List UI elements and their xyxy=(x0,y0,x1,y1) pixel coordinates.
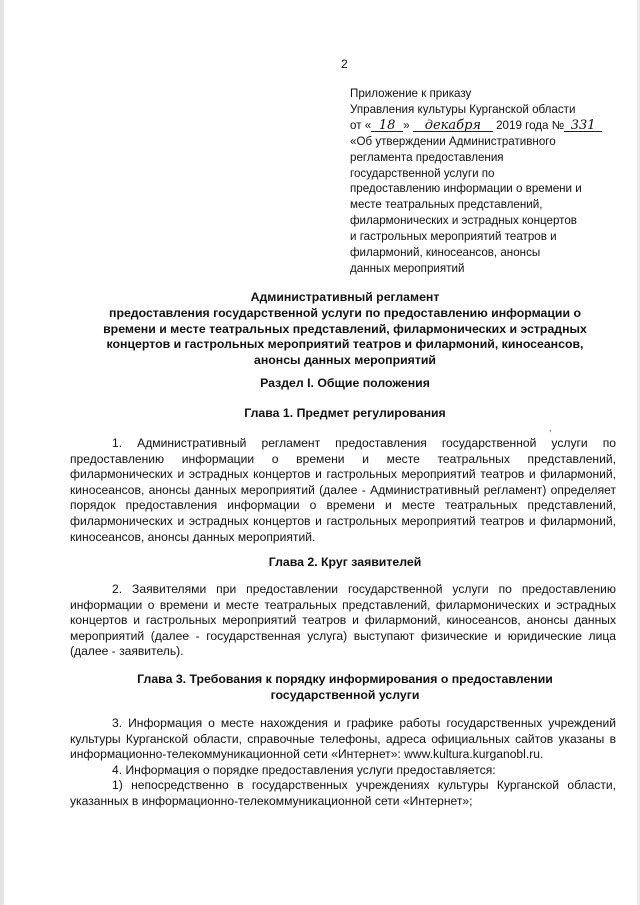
title-line-1: Административный регламент xyxy=(250,290,440,304)
chapter-3-heading-line-1: Глава 3. Требования к порядку информирования о предоставлении xyxy=(137,672,553,686)
appendix-subject-line: данных мероприятий xyxy=(350,261,465,275)
paragraph-1: 1. Административный регламент предоставления государственной услуги по предоставлению информации о времени и месте театральных представлений, филармонических и эстрадных концертов и гастрольных мероприятий театров и филармоний, киносеансов, анонсы данных мероприятий (далее - Административный регламент) определяет порядок предоставления информации о времени и месте театральных представлений, филармонических и эстрадных концертов и гастрольных мероприятий театров и филармоний, киносеансов, анонсы данных мероприятий. xyxy=(70,436,616,544)
handwritten-day: 18 xyxy=(371,120,403,132)
appendix-subject-line: месте театральных представлений, xyxy=(350,198,543,212)
appendix-subject-line: государственной услуги по xyxy=(350,166,495,180)
paragraph-3: 3. Информация о месте нахождения и графике работы государственных учреждений культуры Курганской области, справочные телефоны, адреса официальных сайтов указаны в информационно-телекоммуникационной сети «Интернет»: www.kultura.kurganobl.ru. xyxy=(70,716,616,762)
chapter-2-heading: Глава 2. Круг заявителей xyxy=(268,555,422,569)
scan-edge-left xyxy=(0,0,4,905)
appendix-block xyxy=(350,86,622,277)
appendix-subject-line: предоставлению информации о времени и xyxy=(350,182,582,196)
appendix-subject-line: регламента предоставления xyxy=(350,150,504,164)
date-year: 2019 года № xyxy=(496,118,565,132)
paragraph-4: 4. Информация о порядке предоставления услуги предоставляется: xyxy=(112,762,496,777)
appendix-subject-line: «Об утверждении Административного xyxy=(350,134,556,148)
handwritten-month: декабря xyxy=(413,120,493,132)
scan-speck: , xyxy=(549,423,552,433)
appendix-line-1: Приложение к приказу xyxy=(350,87,472,100)
date-mid: » xyxy=(403,118,410,132)
chapter-2-body xyxy=(70,582,616,660)
paragraph-2: 2. Заявителями при предоставлении государственной услуги по предоставлению информации о времени и месте театральных представлений, филармонических и эстрадных концертов и гастрольных мероприятий театров и филармоний, киносеансов, анонсы данных мероприятий (далее - государственная услуга) выступают физические и юридические лица (далее - заявитель). xyxy=(70,582,616,659)
appendix-date-line xyxy=(350,118,622,134)
document-title xyxy=(85,290,605,369)
handwritten-order-number: 331 xyxy=(564,120,602,132)
appendix-subject-line: и гастрольных мероприятий театров и xyxy=(350,230,557,244)
chapter-3-heading xyxy=(70,672,620,704)
chapter-3-heading-line-2: государственной услуги xyxy=(270,687,420,702)
chapter-1-heading: Глава 1. Предмет регулирования xyxy=(244,406,446,420)
section-heading: Раздел I. Общие положения xyxy=(260,376,430,390)
appendix-subject-line: филармоний, киносеансов, анонсы xyxy=(350,246,541,260)
appendix-line-2: Управления культуры Курганской области xyxy=(350,102,576,116)
appendix-subject-line: филармонических и эстрадных концертов xyxy=(350,214,577,228)
page-number: 2 xyxy=(341,57,348,71)
date-prefix: от « xyxy=(350,118,372,132)
title-line-2: предоставления государственной услуги по предоставлению информации о времени и месте театральных представлений, филармонических и эстрадных концертов и гастрольных мероприятий театров и филармоний, киносеансов, анонсы данных мероприятий xyxy=(103,305,587,368)
paragraph-4-item-1: 1) непосредственно в государственных учреждениях культуры Курганской области, указанных в информационно-телекоммуникационной сети «Интернет»; xyxy=(70,778,616,808)
chapter-1-body xyxy=(70,436,616,545)
chapter-3-body xyxy=(70,716,616,810)
